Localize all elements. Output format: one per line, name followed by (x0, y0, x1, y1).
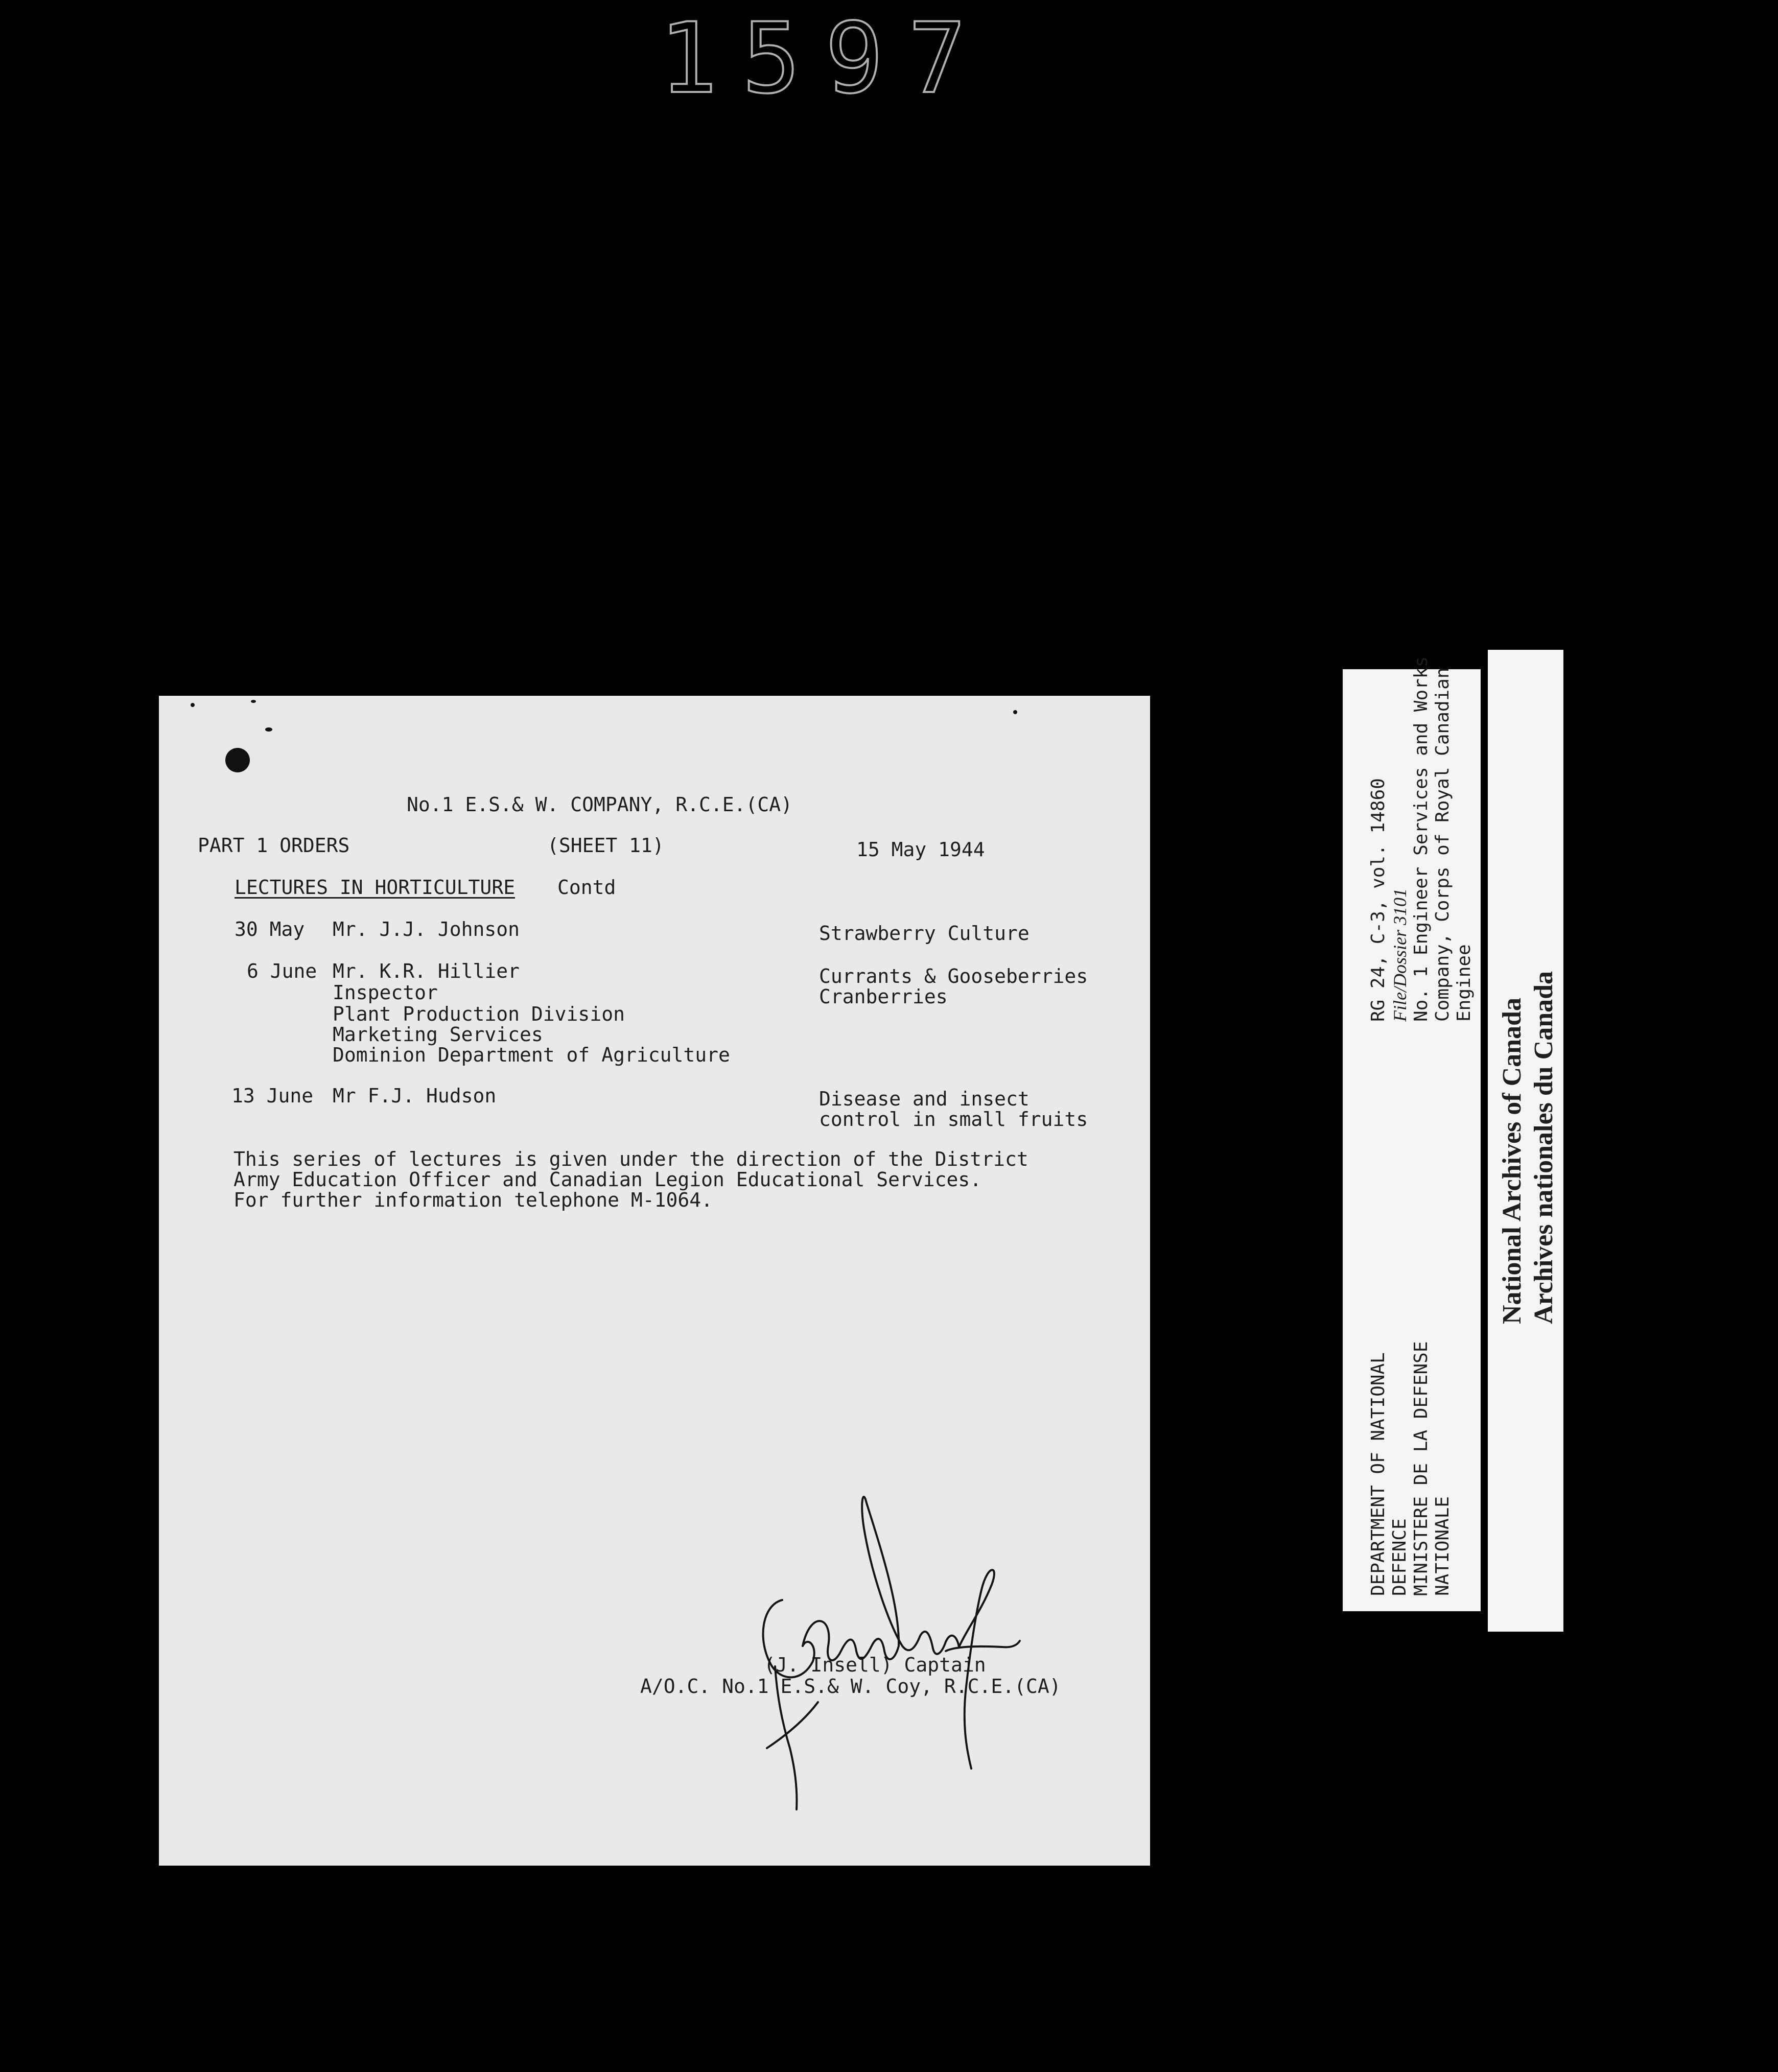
scan-speck (191, 703, 195, 707)
department-line: DEPARTMENT OF NATIONAL (1368, 1352, 1389, 1596)
reference-line: Enginee (1454, 944, 1475, 1022)
notice-line: This series of lectures is given under the direction of the District (233, 1148, 1028, 1170)
signatory-name: (J. Insell) Captain (764, 1654, 986, 1676)
lecture-speaker: Mr F.J. Hudson (333, 1085, 497, 1107)
document-heading: No.1 E.S.& W. COMPANY, R.C.E.(CA) (407, 793, 792, 816)
institution-name-fr: Archives nationales du Canada (1529, 971, 1558, 1324)
lecture-topic: Strawberry Culture (819, 922, 1030, 945)
department-line: NATIONALE (1432, 1496, 1453, 1596)
order-date: 15 May 1944 (856, 838, 985, 861)
lecture-topic: control in small fruits (819, 1108, 1088, 1131)
lecture-topic: Cranberries (819, 985, 948, 1008)
department-line: MINISTERE DE LA DEFENSE (1411, 1341, 1432, 1596)
lecture-date: 30 May (235, 918, 305, 940)
document-page (159, 696, 1150, 1866)
lecture-speaker-detail: Dominion Department of Agriculture (333, 1044, 730, 1066)
reference-file-line: File/Dossier 3101 (1390, 888, 1410, 1022)
scan-speck (265, 727, 272, 732)
archive-reference-label (1343, 656, 1481, 1611)
sheet-number: (SHEET 11) (547, 834, 664, 857)
lecture-speaker: Mr. J.J. Johnson (333, 918, 520, 940)
archives-institution-label (1488, 650, 1563, 1632)
section-suffix: Contd (557, 876, 616, 899)
section-title: LECTURES IN HORTICULTURE (235, 876, 516, 899)
notice-line: For further information telephone M-1064. (233, 1189, 713, 1211)
institution-name-en: National Archives of Canada (1498, 998, 1527, 1324)
punch-hole (225, 748, 250, 772)
reference-line: No. 1 Engineer Services and Works (1411, 656, 1432, 1022)
frame-number: 1597 (659, 2, 991, 115)
department-line: DEFENCE (1389, 1518, 1410, 1596)
lecture-topic: Currants & Gooseberries (819, 965, 1088, 987)
part-orders: PART 1 ORDERS (198, 834, 350, 857)
lecture-speaker-detail: Marketing Services (333, 1023, 543, 1046)
lecture-speaker-detail: Plant Production Division (333, 1003, 625, 1025)
lecture-speaker: Mr. K.R. Hillier (333, 960, 520, 982)
reference-line: Company, Corps of Royal Canadian (1432, 667, 1453, 1022)
lecture-speaker-detail: Inspector (333, 981, 438, 1004)
handwritten-signature (726, 1482, 1043, 1820)
signatory-title: A/O.C. No.1 E.S.& W. Coy, R.C.E.(CA) (640, 1675, 1061, 1698)
lecture-topic: Disease and insect (819, 1088, 1030, 1110)
lecture-date: 13 June (231, 1085, 314, 1107)
lecture-date: 6 June (247, 960, 317, 982)
notice-line: Army Education Officer and Canadian Legion Educational Services. (233, 1168, 982, 1191)
reference-line: RG 24, C-3, vol. 14860 (1368, 778, 1389, 1022)
scan-speck (1013, 710, 1017, 714)
scan-speck (251, 700, 256, 703)
